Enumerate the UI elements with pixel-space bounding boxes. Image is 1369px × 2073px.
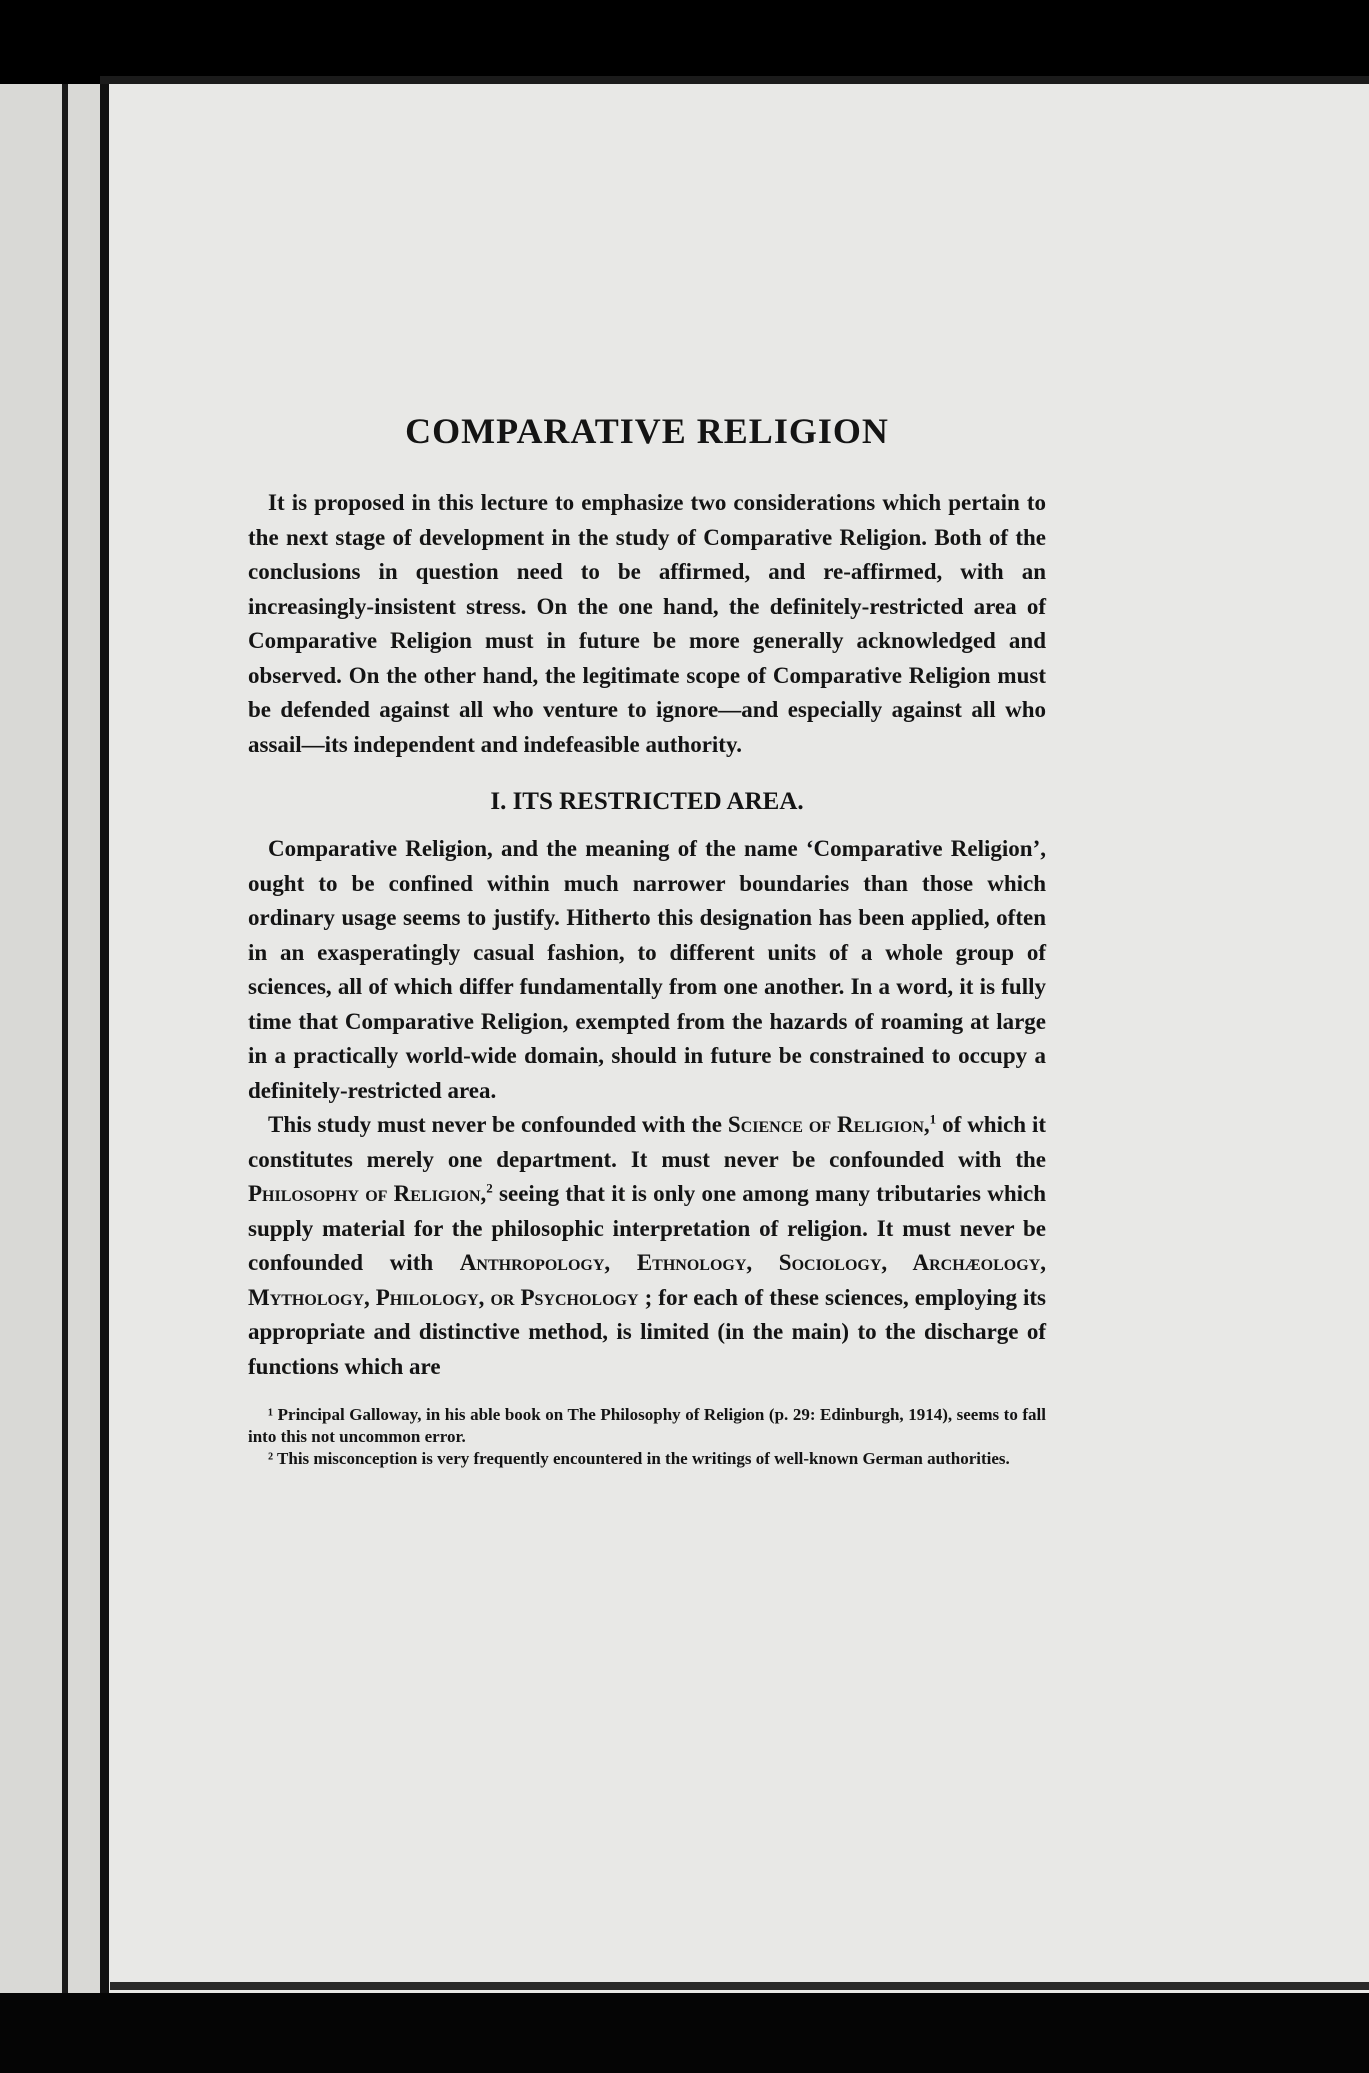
paragraph-restricted-area: Comparative Religion, and the meaning of the name ‘Comparative Religion’, ought to be confined within much narrower boundaries than those which ordinary usage seems to justify. Hitherto this designation has been applied, often in an exasperatingly casual fashion, to different units of a whole group of sciences, all of which differ fundamentally from one another. In a word, it is fully time that Comparative Religion, exempted from the hazards of roaming at large in a practically world-wide domain, should in future be constrained to occupy a definitely-restricted area. <box>248 836 1046 1103</box>
facing-page-edge <box>62 84 68 1993</box>
page-binding-edge <box>100 84 109 1993</box>
footnote-ref-2: 2 <box>486 1180 493 1196</box>
scan-bottom-border <box>0 1993 1369 2073</box>
philosophy-of-religion-term: Philosophy of Religion, <box>248 1181 487 1206</box>
science-of-religion-term: Science of Religion, <box>727 1112 930 1137</box>
facing-page-gutter <box>0 84 100 1993</box>
page-title: COMPARATIVE RELIGION <box>405 411 889 451</box>
section-heading: I. ITS RESTRICTED AREA. <box>490 788 804 815</box>
page-text-block <box>248 410 1046 1470</box>
footnote-ref-1: 1 <box>929 1111 937 1127</box>
paragraph-confounded <box>248 1108 1046 1384</box>
paragraph-text: ; for each of these sciences, employing its appropriate and distinctive method, is limited (in the main) to the discharge of functions which are <box>248 1284 1046 1379</box>
intro-paragraph: It is proposed in this lecture to emphasize two considerations which pertain to the next stage of development in the study of Comparative Religion. Both of the conclusions in question need to be affirmed, and re-affirmed, with an increasingly-insistent stress. On the one hand, the definitely-restricted area of Comparative Religion must in future be more generally acknowledged and observed. On the other hand, the legitimate scope of Comparative Religion must be defended against all who venture to ignore—and especially against all who assail—its independent and indefeasible authority. <box>248 490 1046 757</box>
page-bottom-edge <box>110 1982 1369 1990</box>
paragraph-text: of which it constitutes merely one department. It must never be confounded with the <box>248 1112 1046 1172</box>
footnote-2: ² This misconception is very frequently encountered in the writings of well-known German authorities. <box>268 1449 1010 1468</box>
footnote-1: ¹ Principal Galloway, in his able book on The Philosophy of Religion (p. 29: Edinburgh, 1914), seems to fall into this not uncommon error. <box>248 1405 1046 1446</box>
footnotes <box>248 1404 1046 1470</box>
paragraph-text: This study must never be confounded with the <box>268 1112 728 1137</box>
sciences-list: Anthropology, Ethnology, Sociology, Archæology, Mythology, Philology, or Psychology <box>248 1250 1046 1310</box>
paragraph-text: seeing that it is only one among many tributaries which supply material for the philosophic interpretation of religion. It must never be confounded with <box>248 1181 1047 1275</box>
